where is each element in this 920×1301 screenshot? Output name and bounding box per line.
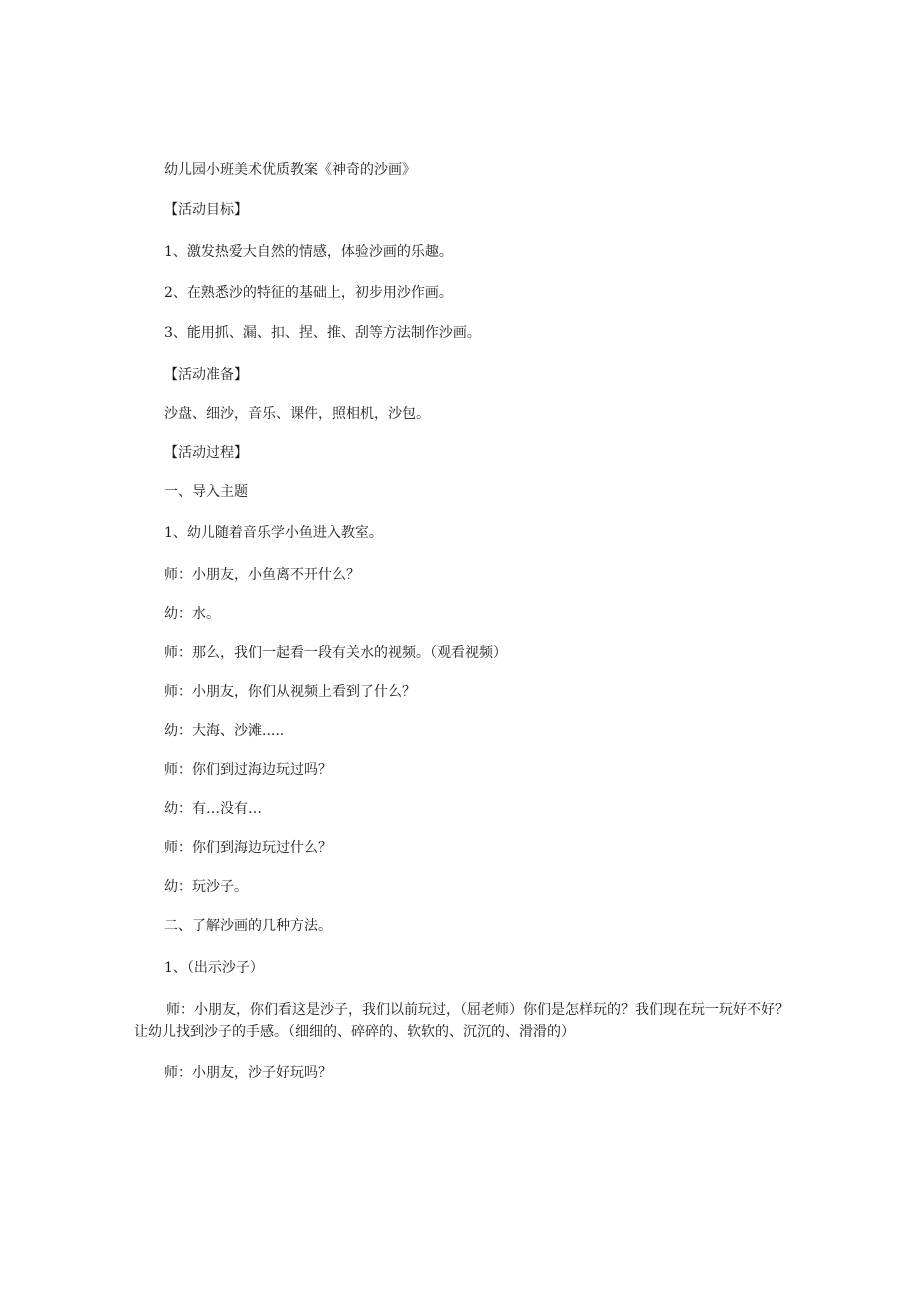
- prep-heading: 【活动准备】: [164, 367, 248, 383]
- section-title: 二、了解沙画的几种方法。: [164, 918, 332, 934]
- dialogue-line: 1、幼儿随着音乐学小鱼进入教室。: [164, 525, 383, 541]
- dialogue-line: 师：你们到过海边玩过吗？: [164, 762, 332, 778]
- dialogue-line: 师：那么，我们一起看一段有关水的视频。（观看视频）: [164, 645, 507, 661]
- goal-item: 1、激发热爱大自然的情感，体验沙画的乐趣。: [164, 244, 453, 260]
- dialogue-line: 幼：大海、沙滩.....: [164, 723, 285, 739]
- goal-item: 2、在熟悉沙的特征的基础上，初步用沙作画。: [164, 285, 453, 301]
- dialogue-line: 幼：有…没有…: [164, 801, 262, 817]
- goal-heading: 【活动目标】: [164, 202, 248, 218]
- section-title: 一、导入主题: [164, 484, 248, 500]
- dialogue-line: 幼：水。: [164, 606, 220, 622]
- dialogue-line: 师：小朋友，沙子好玩吗？: [164, 1065, 332, 1081]
- dialogue-line: 幼：玩沙子。: [164, 879, 248, 895]
- document-title: 幼儿园小班美术优质教案《神奇的沙画》: [164, 162, 416, 178]
- section-item: 1、（出示沙子）: [164, 960, 264, 976]
- prep-text: 沙盘、细沙，音乐、课件，照相机，沙包。: [164, 406, 430, 422]
- goal-item: 3、能用抓、漏、扣、捏、推、刮等方法制作沙画。: [164, 325, 481, 341]
- dialogue-line: 师：小朋友，小鱼离不开什么？: [164, 567, 360, 583]
- dialogue-line: 师：你们到海边玩过什么？: [164, 840, 332, 856]
- process-heading: 【活动过程】: [164, 445, 248, 461]
- dialogue-paragraph: 师：小朋友，你们看这是沙子，我们以前玩过，（屈老师）你们是怎样玩的？我们现在玩一玩好不好？让幼儿找到沙子的手感。（细细的、碎碎的、软软的、沉沉的、滑滑的）: [134, 1002, 789, 1040]
- dialogue-line: 师：小朋友，你们从视频上看到了什么？: [164, 684, 416, 700]
